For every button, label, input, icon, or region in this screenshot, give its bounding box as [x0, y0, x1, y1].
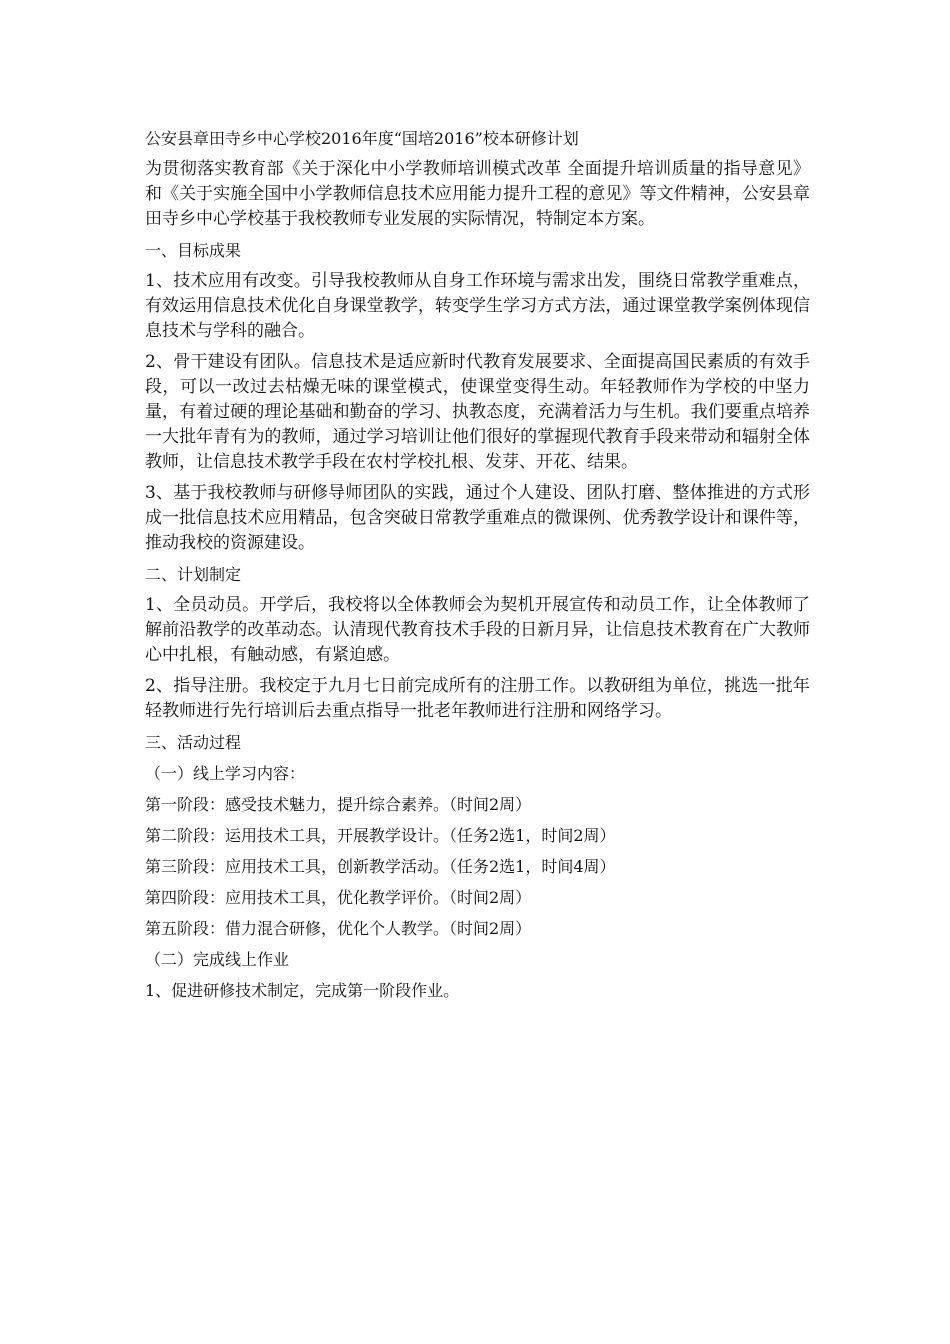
plan-item-1: 1、全员动员。开学后，我校将以全体教师会为契机开展宣传和动员工作，让全体教师了解前沿教学的改革动态。认清现代教育技术手段的日新月异，让信息技术教育在广大教师心中扎根，有触动感，有紧迫感。 [145, 595, 810, 665]
section-heading-activities: 三、活动过程 [145, 733, 242, 752]
section-heading-plan: 二、计划制定 [145, 565, 242, 584]
stage-item-1: 第一阶段：感受技术魅力，提升综合素养。（时间2周） [145, 795, 532, 814]
stage-item-2: 第二阶段：运用技术工具，开展教学设计。（任务2选1，时间2周） [145, 826, 616, 845]
subheading-online-homework: （二）完成线上作业 [145, 950, 290, 969]
section-heading-goals: 一、目标成果 [145, 241, 242, 260]
homework-item-1: 1、促进研修技术制定，完成第一阶段作业。 [145, 981, 460, 1000]
goal-item-3: 3、基于我校教师与研修导师团队的实践，通过个人建设、团队打磨、整体推进的方式形成一批信息技术应用精品，包含突破日常教学重难点的微课例、优秀教学设计和课件等，推动我校的资源建设。 [145, 483, 810, 553]
goal-item-1: 1、技术应用有改变。引导我校教师从自身工作环境与需求出发，围绕日常教学重难点，有效运用信息技术优化自身课堂教学，转变学生学习方式方法，通过课堂教学案例体现信息技术与学科的融合。 [145, 271, 810, 341]
stage-item-4: 第四阶段：应用技术工具，优化教学评价。（时间2周） [145, 888, 532, 907]
stage-item-5: 第五阶段：借力混合研修，优化个人教学。（时间2周） [145, 919, 532, 938]
intro-paragraph: 为贯彻落实教育部《关于深化中小学教师培训模式改革 全面提升培训质量的指导意见》和《关于实施全国中小学教师信息技术应用能力提升工程的意见》等文件精神，公安县章田寺乡中心学校基于我校教师专业发展的实际情况，特制定本方案。 [145, 159, 810, 229]
goal-item-2: 2、骨干建设有团队。信息技术是适应新时代教育发展要求、全面提高国民素质的有效手段，可以一改过去枯燥无味的课堂模式，使课堂变得生动。年轻教师作为学校的中坚力量，有着过硬的理论基础和勤奋的学习、执教态度，充满着活力与生机。我们要重点培养一大批年青有为的教师，通过学习培训让他们很好的掌握现代教育手段来带动和辐射全体教师，让信息技术教学手段在农村学校扎根、发芽、开花、结果。 [145, 352, 810, 472]
document-page [145, 127, 810, 1009]
document-title: 公安县章田寺乡中心学校2016年度“国培2016”校本研修计划 [145, 129, 579, 148]
subheading-online-learning: （一）线上学习内容： [145, 764, 306, 783]
stage-item-3: 第三阶段：应用技术工具，创新教学活动。（任务2选1，时间4周） [145, 857, 616, 876]
plan-item-2: 2、指导注册。我校定于九月七日前完成所有的注册工作。以教研组为单位，挑选一批年轻教师进行先行培训后去重点指导一批老年教师进行注册和网络学习。 [145, 676, 810, 721]
